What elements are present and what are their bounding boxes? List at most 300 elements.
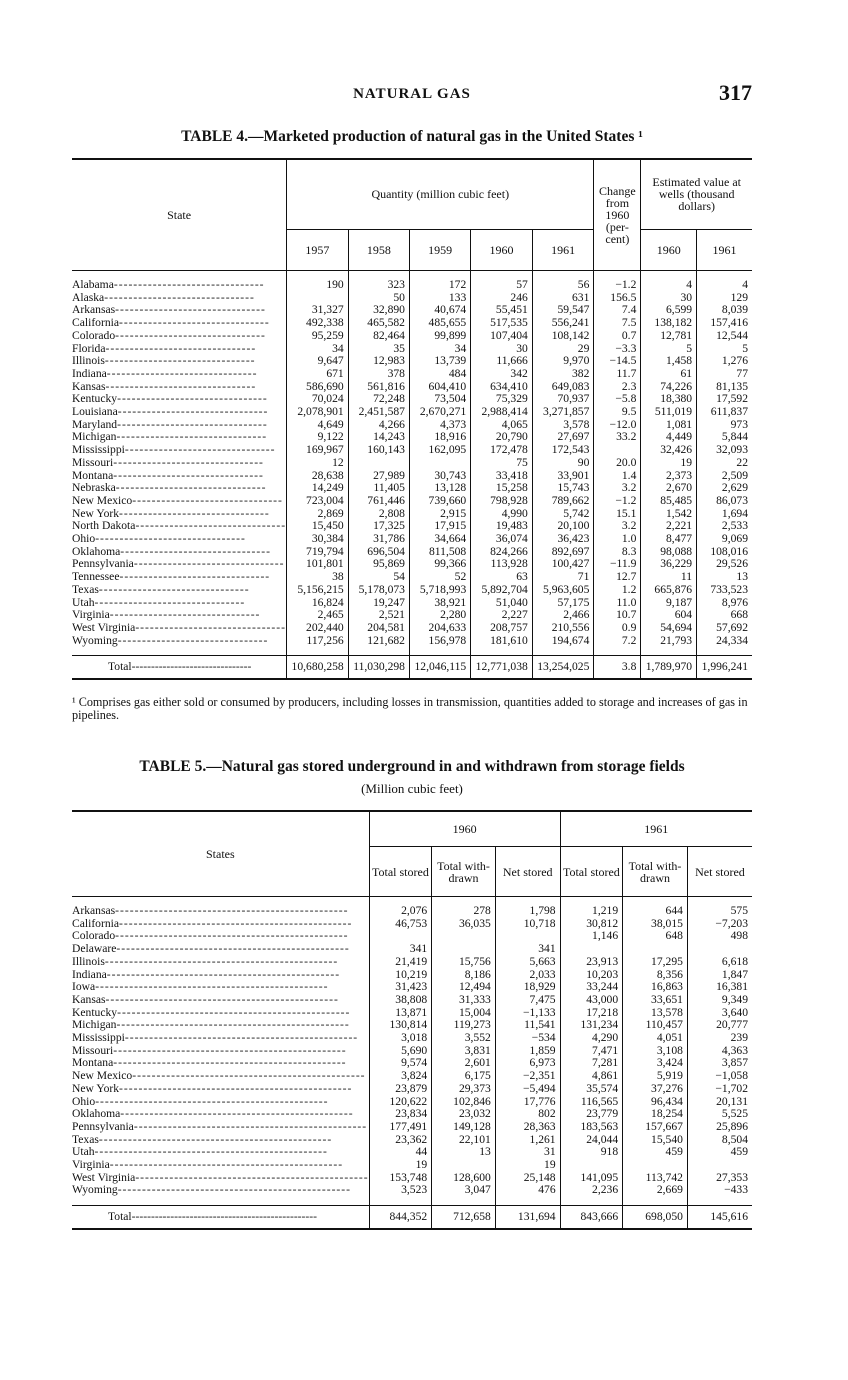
cell-value: 96,434: [623, 1096, 688, 1109]
year-header: 1958: [348, 229, 409, 270]
state-name: Nebraska-------------------------------: [72, 482, 267, 495]
cell-value: 157,667: [623, 1121, 688, 1134]
cell-value: 611,837: [697, 406, 752, 419]
cell-value: 2,808: [348, 508, 409, 521]
cell-value: 57: [471, 279, 533, 292]
cell-value: 3,271,857: [532, 406, 594, 419]
cell-value: 172,478: [471, 444, 533, 457]
table-row: [72, 444, 752, 457]
state-name: Kansas-------------------------------: [72, 380, 257, 393]
cell-value: −14.5: [594, 355, 641, 368]
cell-value: −433: [687, 1184, 752, 1197]
cell-value: 38,015: [623, 918, 688, 931]
cell-value: 36,035: [432, 918, 496, 931]
cell-value: 138,182: [641, 317, 697, 330]
cell-value: 5,178,073: [348, 584, 409, 597]
cell-value: 130,814: [369, 1019, 432, 1032]
cell-value: 129: [697, 292, 752, 305]
total-value: 1,789,970: [641, 656, 697, 680]
col-change-header: Change from 1960 (per-cent): [594, 159, 641, 271]
cell-value: 29: [532, 343, 594, 356]
cell-value: 892,697: [532, 546, 594, 559]
cell-value: 9,647: [287, 355, 349, 368]
cell-value: 739,660: [409, 495, 470, 508]
cell-value: 33,901: [532, 470, 594, 483]
cell-value: 517,535: [471, 317, 533, 330]
table5-title: TABLE 5.—Natural gas stored underground in and withdrawn from storage fields: [139, 758, 685, 775]
state-name: Montana-------------------------------: [72, 469, 264, 482]
cell-value: 99,899: [409, 330, 470, 343]
cell-value: 38,808: [369, 994, 432, 1007]
cell-value: 99,366: [409, 558, 470, 571]
state-name: Oklahoma------------------------------------------------: [72, 1108, 354, 1121]
cell-value: 36,074: [471, 533, 533, 546]
cell-value: 27,353: [687, 1172, 752, 1185]
table-row: [72, 994, 752, 1007]
cell-value: 476: [495, 1184, 560, 1197]
cell-value: 31,333: [432, 994, 496, 1007]
cell-value: 36,423: [532, 533, 594, 546]
cell-value: 511,019: [641, 406, 697, 419]
cell-value: −3.3: [594, 343, 641, 356]
cell-value: 668: [697, 609, 752, 622]
cell-value: 15,756: [432, 956, 496, 969]
cell-value: 75,329: [471, 393, 533, 406]
cell-value: 12,544: [697, 330, 752, 343]
col-header: Total with-drawn: [623, 847, 688, 897]
cell-value: 128,600: [432, 1172, 496, 1185]
state-name: New Mexico-------------------------------: [72, 494, 283, 507]
cell-value: 20,777: [687, 1019, 752, 1032]
state-name: Michigan-------------------------------: [72, 431, 268, 444]
state-name: Delaware------------------------------------------------: [72, 943, 350, 956]
cell-value: 31: [495, 1146, 560, 1159]
cell-value: 4,861: [560, 1070, 623, 1083]
table-row: [72, 1146, 752, 1159]
cell-value: 57,175: [532, 597, 594, 610]
cell-value: 1,694: [697, 508, 752, 521]
cell-value: 665,876: [641, 584, 697, 597]
cell-value: 24,044: [560, 1134, 623, 1147]
cell-value: 341: [495, 943, 560, 956]
cell-value: −1,058: [687, 1070, 752, 1083]
cell-value: 160,143: [348, 444, 409, 457]
cell-value: 5,919: [623, 1070, 688, 1083]
cell-value: [623, 943, 688, 956]
total-value: 131,694: [495, 1206, 560, 1230]
cell-value: 202,440: [287, 622, 349, 635]
cell-value: 3,831: [432, 1045, 496, 1058]
table-row: [72, 533, 752, 546]
cell-value: 3,018: [369, 1032, 432, 1045]
cell-value: 46,753: [369, 918, 432, 931]
cell-value: 586,690: [287, 381, 349, 394]
cell-value: 183,563: [560, 1121, 623, 1134]
cell-value: 342: [471, 368, 533, 381]
table-row: [72, 558, 752, 571]
cell-value: 75: [471, 457, 533, 470]
cell-value: 11.0: [594, 597, 641, 610]
cell-value: 38,921: [409, 597, 470, 610]
cell-value: 2,076: [369, 905, 432, 918]
cell-value: [594, 444, 641, 457]
cell-value: [623, 1159, 688, 1172]
cell-value: 4,051: [623, 1032, 688, 1045]
cell-value: 86,073: [697, 495, 752, 508]
cell-value: 121,682: [348, 635, 409, 648]
cell-value: [687, 943, 752, 956]
table-row: [72, 905, 752, 918]
cell-value: 2,221: [641, 520, 697, 533]
table-row: [72, 943, 752, 956]
cell-value: 2,869: [287, 508, 349, 521]
cell-value: 43,000: [560, 994, 623, 1007]
running-header: [72, 80, 752, 112]
table-row: [72, 470, 752, 483]
cell-value: 2,629: [697, 482, 752, 495]
state-name: Illinois------------------------------------------------: [72, 955, 339, 968]
cell-value: 56: [532, 279, 594, 292]
cell-value: 824,266: [471, 546, 533, 559]
cell-value: 17,295: [623, 956, 688, 969]
table4: [72, 158, 752, 680]
table-row: [72, 635, 752, 648]
cell-value: [432, 930, 496, 943]
cell-value: 11,666: [471, 355, 533, 368]
cell-value: 17,915: [409, 520, 470, 533]
cell-value: 30,384: [287, 533, 349, 546]
cell-value: [560, 1159, 623, 1172]
cell-value: 181,610: [471, 635, 533, 648]
cell-value: 33.2: [594, 431, 641, 444]
col-states-header: States: [72, 811, 369, 897]
table-row: [72, 609, 752, 622]
table-row: [72, 355, 752, 368]
table-row: [72, 584, 752, 597]
cell-value: 2,033: [495, 969, 560, 982]
state-name: Virginia-------------------------------: [72, 609, 261, 622]
cell-value: 2,465: [287, 609, 349, 622]
cell-value: 1,146: [560, 930, 623, 943]
cell-value: 12: [287, 457, 349, 470]
cell-value: 671: [287, 368, 349, 381]
cell-value: −534: [495, 1032, 560, 1045]
cell-value: 13: [432, 1146, 496, 1159]
cell-value: 3,552: [432, 1032, 496, 1045]
state-name: Utah-------------------------------: [72, 596, 246, 609]
cell-value: 70,024: [287, 393, 349, 406]
total-value: 12,771,038: [471, 656, 533, 680]
table-row: [72, 597, 752, 610]
cell-value: 98,088: [641, 546, 697, 559]
state-name: Alaska-------------------------------: [72, 291, 255, 304]
year-header: 1961: [532, 229, 594, 270]
state-name: Indiana------------------------------------------------: [72, 968, 341, 981]
total-value: 698,050: [623, 1206, 688, 1230]
cell-value: 802: [495, 1108, 560, 1121]
total-value: 843,666: [560, 1206, 623, 1230]
cell-value: 35,574: [560, 1083, 623, 1096]
cell-value: 378: [348, 368, 409, 381]
cell-value: 22: [697, 457, 752, 470]
cell-value: 13,871: [369, 1007, 432, 1020]
cell-value: 1,847: [687, 969, 752, 982]
table-row: [72, 330, 752, 343]
cell-value: 1,859: [495, 1045, 560, 1058]
cell-value: 77: [697, 368, 752, 381]
cell-value: 29,526: [697, 558, 752, 571]
cell-value: 4,373: [409, 419, 470, 432]
cell-value: 1,276: [697, 355, 752, 368]
cell-value: 2,509: [697, 470, 752, 483]
table-row: [72, 1159, 752, 1172]
table-row: [72, 1083, 752, 1096]
cell-value: 34: [287, 343, 349, 356]
state-name: Mississippi-------------------------------: [72, 444, 276, 457]
cell-value: 9,970: [532, 355, 594, 368]
cell-value: 1.0: [594, 533, 641, 546]
cell-value: 3,640: [687, 1007, 752, 1020]
state-name: Kansas------------------------------------------------: [72, 993, 339, 1006]
cell-value: 119,273: [432, 1019, 496, 1032]
cell-value: 9,069: [697, 533, 752, 546]
table-row: [72, 368, 752, 381]
cell-value: [687, 1159, 752, 1172]
state-name: Virginia------------------------------------------------: [72, 1159, 344, 1172]
cell-value: 1,542: [641, 508, 697, 521]
cell-value: 210,556: [532, 622, 594, 635]
cell-value: 23,834: [369, 1108, 432, 1121]
cell-value: 31,327: [287, 304, 349, 317]
table4-footnote: ¹ Comprises gas either sold or consumed by producers, including losses in transmission, quantities added to storage and increases of gas in pipelines.: [72, 695, 748, 722]
cell-value: 604: [641, 609, 697, 622]
cell-value: 9,574: [369, 1057, 432, 1070]
cell-value: 4: [641, 279, 697, 292]
cell-value: 108,016: [697, 546, 752, 559]
table-row: [72, 482, 752, 495]
cell-value: 54,694: [641, 622, 697, 635]
cell-value: 575: [687, 905, 752, 918]
cell-value: 23,879: [369, 1083, 432, 1096]
cell-value: 2,227: [471, 609, 533, 622]
state-name: Utah------------------------------------------------: [72, 1146, 328, 1159]
cell-value: 7.4: [594, 304, 641, 317]
cell-value: 484: [409, 368, 470, 381]
cell-value: 696,504: [348, 546, 409, 559]
cell-value: 4,990: [471, 508, 533, 521]
cell-value: 204,633: [409, 622, 470, 635]
cell-value: 10,219: [369, 969, 432, 982]
cell-value: 25,148: [495, 1172, 560, 1185]
cell-value: 14,249: [287, 482, 349, 495]
cell-value: 108,142: [532, 330, 594, 343]
table-row: [72, 956, 752, 969]
state-name: Ohio-------------------------------: [72, 533, 246, 546]
state-name: Texas-------------------------------: [72, 583, 250, 596]
state-name: North Dakota-------------------------------: [72, 520, 287, 533]
cell-value: 4,649: [287, 419, 349, 432]
cell-value: 12.7: [594, 571, 641, 584]
cell-value: 0.7: [594, 330, 641, 343]
cell-value: 798,928: [471, 495, 533, 508]
cell-value: 50: [348, 292, 409, 305]
cell-value: 11,405: [348, 482, 409, 495]
cell-value: 7,471: [560, 1045, 623, 1058]
cell-value: 382: [532, 368, 594, 381]
cell-value: 3,824: [369, 1070, 432, 1083]
cell-value: 723,004: [287, 495, 349, 508]
cell-value: 12,983: [348, 355, 409, 368]
total-value: 844,352: [369, 1206, 432, 1230]
year-header: 1960: [369, 811, 560, 847]
table-row: [72, 1121, 752, 1134]
total-value: 11,030,298: [348, 656, 409, 680]
table-row: [72, 508, 752, 521]
cell-value: −12.0: [594, 419, 641, 432]
cell-value: 19: [641, 457, 697, 470]
cell-value: 973: [697, 419, 752, 432]
state-name: Colorado------------------------------------------------: [72, 930, 349, 943]
state-name: California------------------------------------------------: [72, 917, 353, 930]
cell-value: 74,226: [641, 381, 697, 394]
state-name: Pennsylvania-------------------------------: [72, 558, 285, 571]
cell-value: 24,334: [697, 635, 752, 648]
state-name: Missouri-------------------------------: [72, 456, 264, 469]
cell-value: 20.0: [594, 457, 641, 470]
page-number: 317: [719, 80, 752, 105]
col-value-header: Estimated value at wells (thousand dollars): [641, 159, 752, 229]
cell-value: 3,047: [432, 1184, 496, 1197]
state-name: Kentucky-------------------------------: [72, 393, 268, 406]
cell-value: [432, 1159, 496, 1172]
state-name: Texas------------------------------------------------: [72, 1133, 333, 1146]
cell-value: 789,662: [532, 495, 594, 508]
cell-value: 5,525: [687, 1108, 752, 1121]
state-name: Wyoming-------------------------------: [72, 634, 269, 647]
cell-value: −7,203: [687, 918, 752, 931]
cell-value: 73,504: [409, 393, 470, 406]
table-row: [72, 317, 752, 330]
cell-value: 4,290: [560, 1032, 623, 1045]
cell-value: 634,410: [471, 381, 533, 394]
cell-value: −1,133: [495, 1007, 560, 1020]
state-name: California-------------------------------: [72, 317, 270, 330]
cell-value: 17,776: [495, 1096, 560, 1109]
cell-value: −5.8: [594, 393, 641, 406]
state-name: New York-------------------------------: [72, 507, 270, 520]
table-row: [72, 1184, 752, 1197]
cell-value: 3,523: [369, 1184, 432, 1197]
state-name: Michigan------------------------------------------------: [72, 1019, 350, 1032]
cell-value: 172,543: [532, 444, 594, 457]
cell-value: 131,234: [560, 1019, 623, 1032]
cell-value: 82,464: [348, 330, 409, 343]
total-row: [72, 1206, 752, 1230]
cell-value: 23,913: [560, 956, 623, 969]
cell-value: −11.9: [594, 558, 641, 571]
cell-value: 85,485: [641, 495, 697, 508]
state-name: Arkansas-------------------------------: [72, 304, 266, 317]
cell-value: 11,541: [495, 1019, 560, 1032]
cell-value: 4: [697, 279, 752, 292]
cell-value: 2,078,901: [287, 406, 349, 419]
cell-value: 95,869: [348, 558, 409, 571]
table-row: [72, 546, 752, 559]
cell-value: 157,416: [697, 317, 752, 330]
cell-value: 1.4: [594, 470, 641, 483]
cell-value: 18,929: [495, 981, 560, 994]
col-quantity-header: Quantity (million cubic feet): [287, 159, 594, 229]
table5: [72, 810, 752, 1230]
cell-value: 8,186: [432, 969, 496, 982]
cell-value: 10.7: [594, 609, 641, 622]
year-header: 1960: [471, 229, 533, 270]
cell-value: 23,032: [432, 1108, 496, 1121]
cell-value: 5,156,215: [287, 584, 349, 597]
cell-value: 4,449: [641, 431, 697, 444]
cell-value: 9,187: [641, 597, 697, 610]
cell-value: 6,618: [687, 956, 752, 969]
cell-value: 204,581: [348, 622, 409, 635]
cell-value: 18,916: [409, 431, 470, 444]
state-name: Tennessee-------------------------------: [72, 571, 271, 584]
cell-value: 20,131: [687, 1096, 752, 1109]
table-row: [72, 520, 752, 533]
cell-value: 169,967: [287, 444, 349, 457]
cell-value: 55,451: [471, 304, 533, 317]
cell-value: 2,915: [409, 508, 470, 521]
cell-value: 31,423: [369, 981, 432, 994]
cell-value: 811,508: [409, 546, 470, 559]
cell-value: 8.3: [594, 546, 641, 559]
cell-value: 13,739: [409, 355, 470, 368]
cell-value: 38: [287, 571, 349, 584]
cell-value: 561,816: [348, 381, 409, 394]
cell-value: 11: [641, 571, 697, 584]
cell-value: 498: [687, 930, 752, 943]
cell-value: [560, 943, 623, 956]
table-row: [72, 431, 752, 444]
cell-value: 21,419: [369, 956, 432, 969]
cell-value: 246: [471, 292, 533, 305]
cell-value: 485,655: [409, 317, 470, 330]
cell-value: 17,592: [697, 393, 752, 406]
cell-value: 52: [409, 571, 470, 584]
cell-value: 12,781: [641, 330, 697, 343]
cell-value: 13,128: [409, 482, 470, 495]
table-row: [72, 381, 752, 394]
state-name: Ohio------------------------------------------------: [72, 1095, 329, 1108]
cell-value: 32,093: [697, 444, 752, 457]
cell-value: 644: [623, 905, 688, 918]
cell-value: 1,798: [495, 905, 560, 918]
cell-value: −5,494: [495, 1083, 560, 1096]
cell-value: 70,937: [532, 393, 594, 406]
table5-subtitle: (Million cubic feet): [361, 781, 463, 796]
cell-value: 35: [348, 343, 409, 356]
cell-value: 23,779: [560, 1108, 623, 1121]
cell-value: 6,599: [641, 304, 697, 317]
col-header: Total stored: [560, 847, 623, 897]
cell-value: 21,793: [641, 635, 697, 648]
total-row: [72, 656, 752, 680]
cell-value: 29,373: [432, 1083, 496, 1096]
cell-value: 5,690: [369, 1045, 432, 1058]
cell-value: 15,540: [623, 1134, 688, 1147]
cell-value: 30,812: [560, 918, 623, 931]
cell-value: 13,578: [623, 1007, 688, 1020]
cell-value: 3,857: [687, 1057, 752, 1070]
